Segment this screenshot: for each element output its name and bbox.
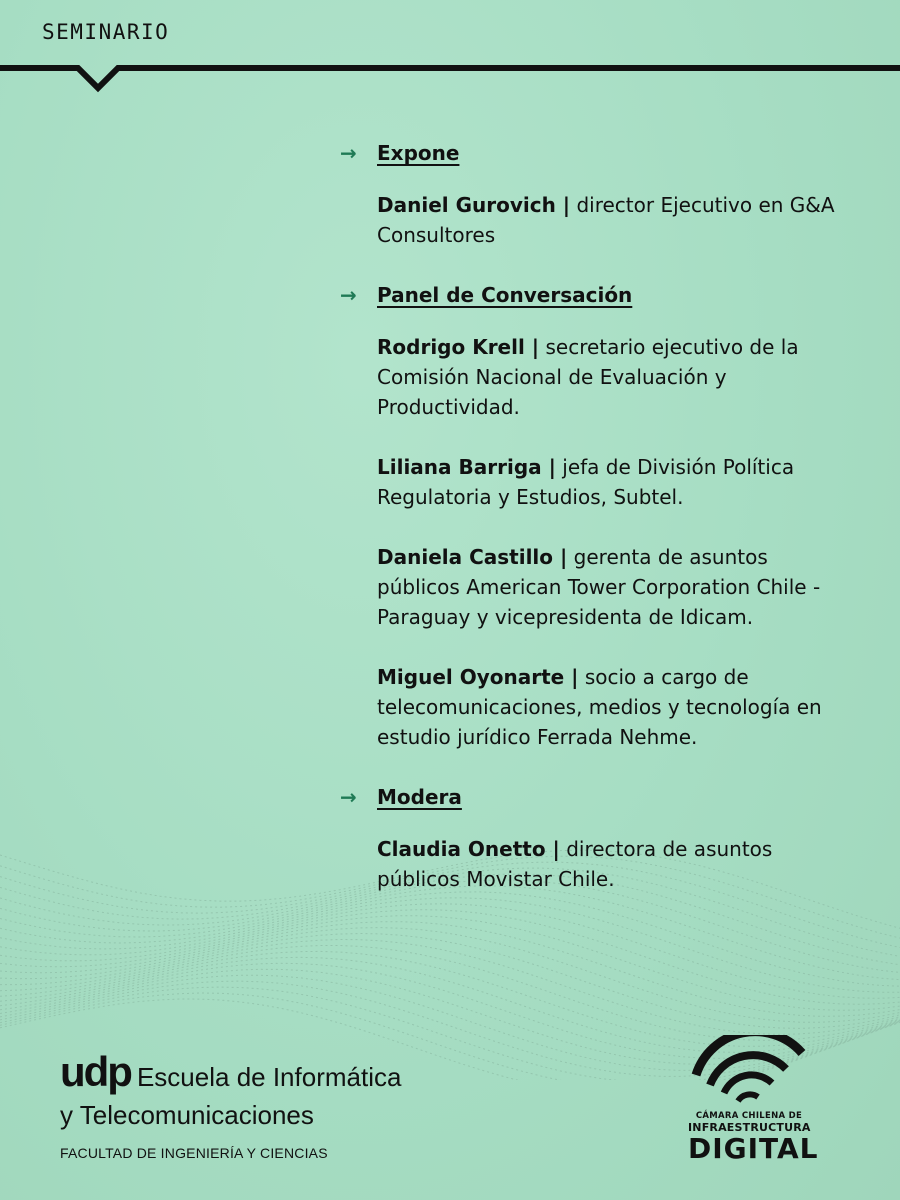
section-title: Panel de Conversación <box>377 283 633 307</box>
speaker-role: gerenta de asuntos públicos American Tower Corporation Chile - Paraguay y vicepresidenta de Idicam. <box>377 545 821 629</box>
section-title: Modera <box>377 785 462 809</box>
speaker-role: director Ejecutivo en G&A Consultores <box>377 193 835 247</box>
speaker-name: Miguel Oyonarte | <box>377 665 579 689</box>
section-title: Expone <box>377 141 460 165</box>
wave-line <box>0 951 900 1046</box>
wave-line <box>0 928 900 1023</box>
speaker-name: Rodrigo Krell | <box>377 335 540 359</box>
udp-logo-row <box>60 1048 460 1096</box>
camara-logo <box>688 1035 819 1165</box>
speaker-entry <box>377 542 847 632</box>
udp-logo <box>60 1048 460 1161</box>
section-heading <box>340 280 860 310</box>
udp-faculty-name: FACULTAD DE INGENIERÍA Y CIENCIAS <box>60 1145 328 1161</box>
arrow-right-icon: → <box>340 141 357 165</box>
speaker-entry <box>377 190 847 250</box>
udp-school-title-line1: Escuela de Informática <box>136 1062 402 1092</box>
udp-wordmark: udp <box>60 1048 131 1095</box>
section-modera <box>340 782 860 894</box>
speaker-entry <box>377 452 847 512</box>
speaker-entry <box>377 662 847 752</box>
speaker-role: directora de asuntos públicos Movistar Chile. <box>377 837 773 891</box>
speaker-name: Liliana Barriga | <box>377 455 556 479</box>
camara-line2: INFRAESTRUCTURA <box>688 1121 811 1134</box>
section-heading <box>340 782 860 812</box>
camara-line3: DIGITAL <box>688 1132 819 1165</box>
speaker-entry <box>377 834 847 894</box>
speaker-role: secretario ejecutivo de la Comisión Nacional de Evaluación y Productividad. <box>377 335 799 419</box>
speaker-role: socio a cargo de telecomunicaciones, medios y tecnología en estudio jurídico Ferrada Nehme. <box>377 665 822 749</box>
wifi-signal-icon <box>688 1035 810 1105</box>
speaker-name: Daniel Gurovich | <box>377 193 571 217</box>
speaker-entry <box>377 332 847 422</box>
seminario-label: SEMINARIO <box>42 20 170 44</box>
speaker-role: jefa de División Política Regulatoria y Estudios, Subtel. <box>377 455 795 509</box>
section-panel <box>340 280 860 752</box>
wave-line <box>0 940 900 1035</box>
arrow-right-icon: → <box>340 283 357 307</box>
speaker-name: Daniela Castillo | <box>377 545 568 569</box>
speaker-name: Claudia Onetto | <box>377 837 560 861</box>
camara-line1: CÁMARA CHILENA DE <box>695 1111 803 1121</box>
arrow-right-icon: → <box>340 785 357 809</box>
header-rule <box>0 62 900 98</box>
udp-school-title-line2: y Telecomunicaciones <box>60 1100 314 1130</box>
section-expone <box>340 138 860 250</box>
speakers-content <box>340 138 860 924</box>
section-heading <box>340 138 860 168</box>
